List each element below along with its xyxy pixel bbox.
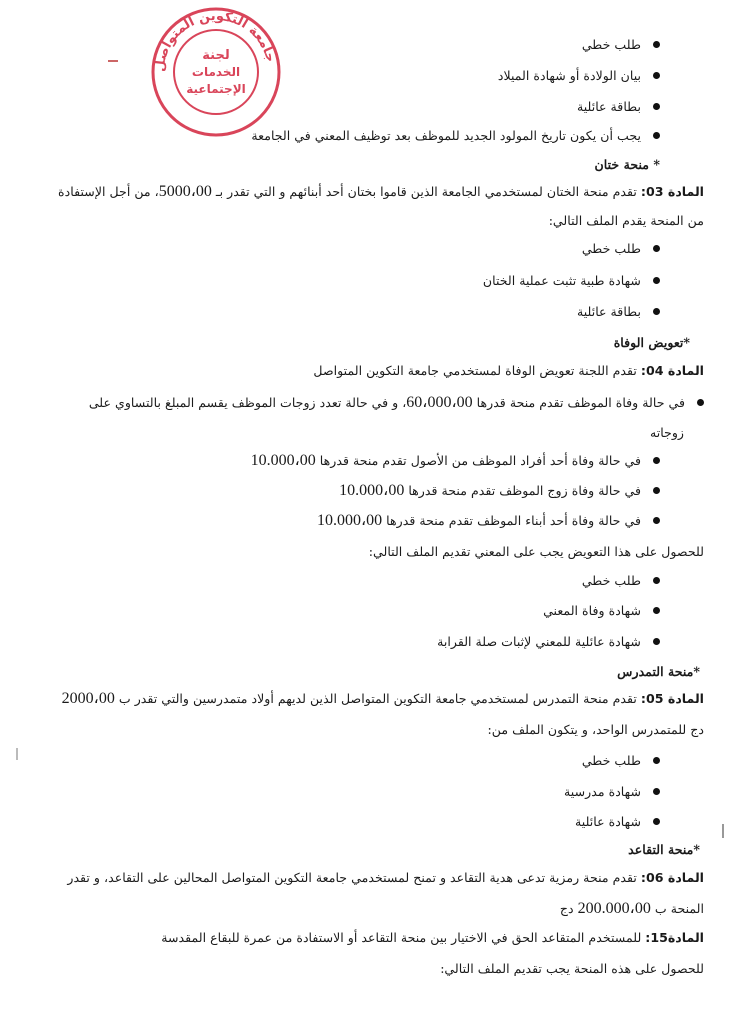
file-intro: للحصول على هذه المنحة يجب تقديم الملف التالي: (440, 961, 704, 976)
stamp-center-line-1: لجنة (202, 48, 230, 63)
section-heading: * منحة ختان (594, 157, 660, 172)
article-06: المادة 06: تقدم منحة رمزية تدعى هدية التقاعد و تمنح لمستخدمي جامعة التكوين المتواصل المحالين على التقاعد، و تقدر (67, 870, 704, 885)
list-item: شهادة عائلية للمعني لإثبات صلة القرابة (437, 633, 660, 651)
scan-artifact (722, 824, 724, 838)
article-03: المادة 03: تقدم منحة الختان لمستخدمي الجامعة الذين قاموا بختان أحد أبنائهم و التي تقدر بـ 5000،00، من أجل الإستفادة (58, 183, 704, 200)
bullet-icon (653, 638, 660, 645)
list-item: طلب خطي (582, 572, 660, 590)
section-heading: *منحة التمدرس (617, 664, 700, 679)
bullet-icon (653, 103, 660, 110)
list-item: في حالة وفاة أحد أفراد الموظف من الأصول تقدم منحة قدرها 10.000،00 (251, 452, 660, 470)
bullet-icon (653, 517, 660, 524)
list-item: في حالة وفاة أحد أبناء الموظف تقدم منحة قدرها 10.000،00 (317, 512, 660, 530)
committee-stamp (148, 4, 284, 140)
list-item: في حالة وفاة الموظف تقدم منحة قدرها 60،000،00، و في حالة تعدد زوجات الموظف يقسم المبلغ بالتساوي على (89, 394, 704, 412)
article-15: المادة15: للمستخدم المتقاعد الحق في الاختيار بين منحة التقاعد أو الاستفادة من عمرة للبقاع المقدسة (161, 930, 704, 945)
article-03-continuation: من المنحة يقدم الملف التالي: (548, 213, 704, 228)
bullet-icon (697, 399, 704, 406)
list-item: يجب أن يكون تاريخ المولود الجديد للموظف بعد توظيف المعني في الجامعة (251, 127, 660, 145)
list-item: بيان الولادة أو شهادة الميلاد (498, 67, 660, 85)
scan-artifact (16, 748, 18, 760)
list-item: بطاقة عائلية (577, 303, 660, 321)
list-item-continuation: زوجاته (649, 425, 684, 440)
list-item: شهادة عائلية (575, 813, 660, 831)
list-item: شهادة طبية تثبت عملية الختان (483, 272, 660, 290)
section-heading: *تعويض الوفاة (613, 335, 690, 350)
article-06-continuation: المنحة ب 200.000،00 دج (559, 900, 704, 917)
section-heading: *منحة التقاعد (628, 842, 700, 857)
bullet-icon (653, 245, 660, 252)
bullet-icon (653, 308, 660, 315)
list-item: شهادة مدرسية (564, 783, 660, 801)
bullet-icon (653, 277, 660, 284)
list-item: بطاقة عائلية (577, 98, 660, 116)
bullet-icon (653, 72, 660, 79)
pen-mark (108, 60, 118, 62)
list-item: شهادة وفاة المعني (543, 602, 660, 620)
bullet-icon (653, 788, 660, 795)
stamp-ring-text: جامعة التكوين المتواصل (152, 8, 278, 73)
article-05: المادة 05: تقدم منحة التمدرس لمستخدمي جامعة التكوين المتواصل الذين لديهم أولاد متمدرسين والتي تقدر ب 2000،00 (61, 690, 704, 707)
bullet-icon (653, 487, 660, 494)
bullet-icon (653, 757, 660, 764)
file-intro: للحصول على هذا التعويض يجب على المعني تقديم الملف التالي: (368, 544, 704, 559)
stamp-center-line-2: الخدمات (191, 65, 241, 79)
list-item: طلب خطي (582, 240, 660, 258)
list-item: طلب خطي (582, 36, 660, 54)
article-04: المادة 04: تقدم اللجنة تعويض الوفاة لمستخدمي جامعة التكوين المتواصل (313, 363, 704, 378)
list-item: طلب خطي (582, 752, 660, 770)
stamp-center-line-3: الإجتماعية (186, 82, 246, 96)
article-05-continuation: دج للمتمدرس الواحد، و يتكون الملف من: (487, 722, 704, 737)
bullet-icon (653, 41, 660, 48)
bullet-icon (653, 457, 660, 464)
bullet-icon (653, 577, 660, 584)
list-item: في حالة وفاة زوج الموظف تقدم منحة قدرها 10.000،00 (339, 482, 660, 500)
bullet-icon (653, 132, 660, 139)
bullet-icon (653, 818, 660, 825)
bullet-icon (653, 607, 660, 614)
